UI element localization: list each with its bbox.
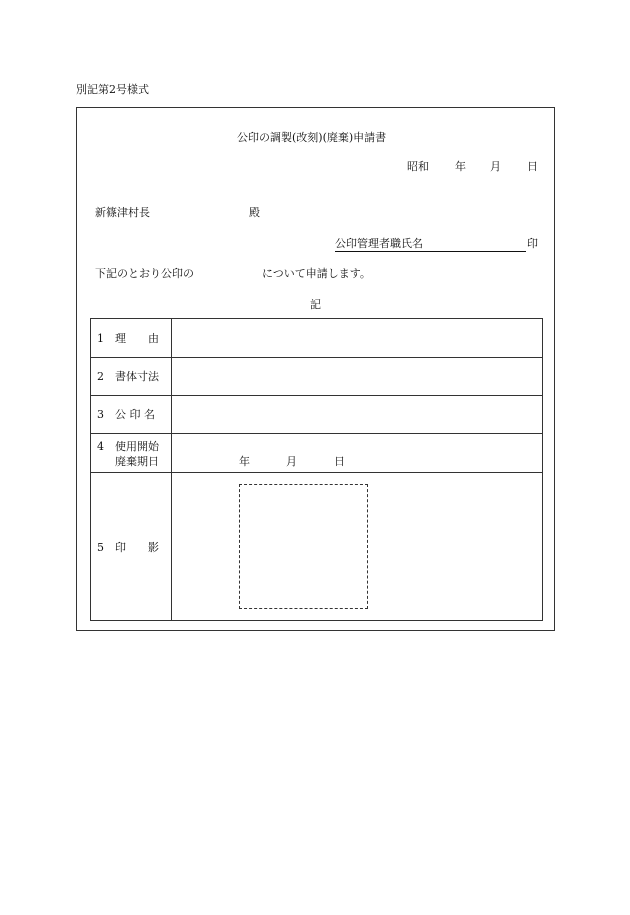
addressee-honorific: 殿 <box>249 206 260 219</box>
row-4-date-month: 月 <box>286 455 297 468</box>
row-4-number: 4 <box>97 440 104 453</box>
addressee-name: 新篠津村長 <box>95 206 150 219</box>
seal-impression-box <box>239 484 368 609</box>
row-4-label-line2: 廃棄期日 <box>115 455 159 468</box>
row-3-number: 3 <box>97 408 104 421</box>
date-year: 年 <box>455 160 466 173</box>
row-4-date-year: 年 <box>239 455 250 468</box>
form-number: 別記第2号様式 <box>76 83 149 96</box>
table-row-divider <box>91 357 542 358</box>
row-1-label: 理 由 <box>115 332 159 345</box>
table-column-divider <box>171 319 172 620</box>
ki-label: 記 <box>310 298 321 311</box>
detail-table <box>90 318 543 621</box>
row-2-number: 2 <box>97 370 104 383</box>
applicant-seal-mark: 印 <box>527 237 538 250</box>
applicant-underline <box>335 251 526 252</box>
table-row-divider <box>91 433 542 434</box>
date-month: 月 <box>490 160 501 173</box>
row-4-label-line1: 使用開始 <box>115 440 159 453</box>
row-2-label: 書体寸法 <box>115 370 159 383</box>
statement-suffix: について申請します。 <box>262 267 371 280</box>
row-5-label: 印 影 <box>115 541 159 554</box>
row-1-number: 1 <box>97 332 104 345</box>
applicant-label: 公印管理者職氏名 <box>335 237 423 250</box>
date-day: 日 <box>527 160 538 173</box>
row-4-date-day: 日 <box>334 455 345 468</box>
statement-prefix: 下記のとおり公印の <box>95 267 194 280</box>
row-3-label: 公 印 名 <box>115 408 155 421</box>
form-title: 公印の調製(改刻)(廃棄)申請書 <box>237 131 387 144</box>
table-row-divider <box>91 472 542 473</box>
table-row-divider <box>91 395 542 396</box>
date-era: 昭和 <box>407 160 429 173</box>
row-5-number: 5 <box>97 541 104 554</box>
